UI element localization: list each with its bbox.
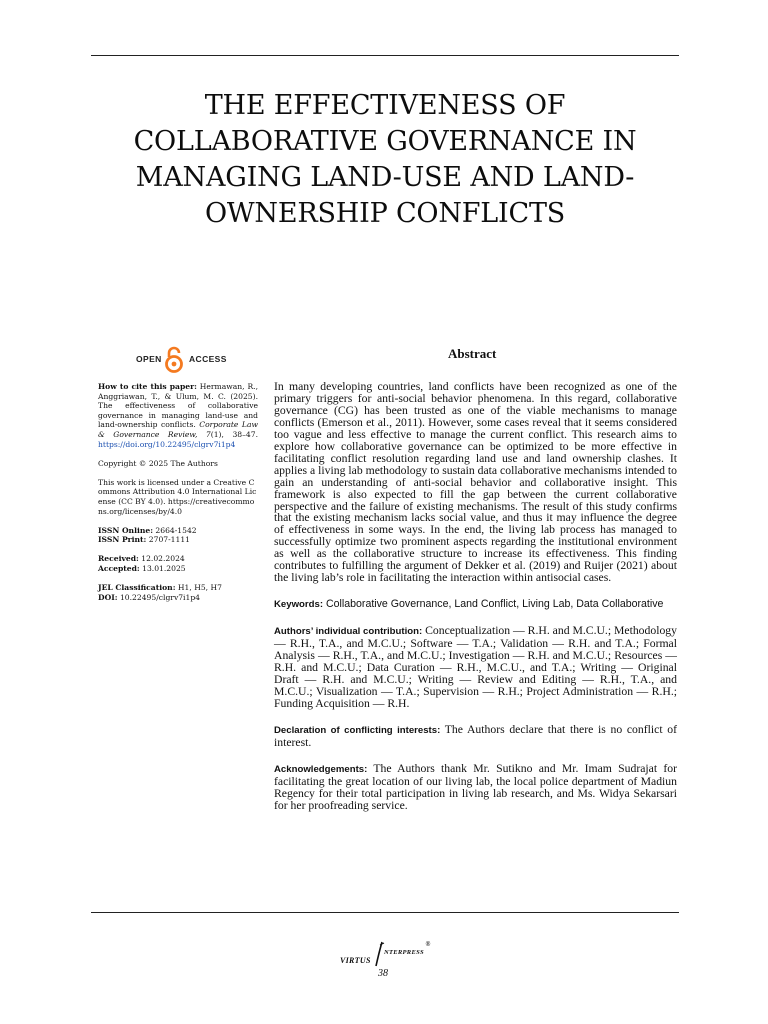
contributions-label: Authors’ individual contribution: — [274, 626, 423, 638]
jel-label: JEL Classification: — [98, 583, 176, 592]
keywords-block — [274, 598, 677, 611]
license-text: This work is licensed under a Creative Commons Attribution 4.0 International License (CC BY 4.0). https://creativecommons.org/licenses/by/4.0 — [98, 477, 257, 516]
publisher-right-word: NTERPRESS — [384, 949, 424, 956]
acknowledgements-block — [274, 763, 677, 812]
citation — [98, 382, 258, 449]
doi-label: DOI: — [98, 592, 118, 602]
issn-print-label: ISSN Print: — [98, 535, 147, 545]
publisher-left-word: VIRTUS — [340, 956, 371, 965]
citation-label: How to cite this paper: — [98, 382, 197, 391]
article-info-sidebar — [98, 382, 258, 612]
registered-mark: ® — [425, 941, 431, 948]
acknowledgements-label: Acknowledgements: — [274, 763, 368, 775]
abstract-column — [274, 381, 677, 812]
conflicts-label: Declaration of conflicting interests: — [274, 724, 441, 736]
citation-text: Hermawan, R., Anggriawan, T., & Ulum, M. C. (2025). The effectiveness of collaborative governance in managing land-use and land-ownership conflicts. — [98, 382, 258, 430]
keywords-label: Keywords: — [274, 599, 324, 611]
jel-value: H1, H5, H7 — [175, 583, 222, 592]
page-number: 38 — [378, 968, 388, 979]
issn-online-value: 2664-1542 — [153, 525, 197, 535]
citation-journal: Corporate Law & Governance Review, 7 — [98, 420, 259, 439]
accepted-label: Accepted: — [98, 563, 140, 573]
bottom-rule — [91, 912, 679, 913]
acknowledgements-text: The Authors thank Mr. Sutikno and Mr. Imam Sudrajat for facilitating the great location of our living lab, the local police department of Madiun Regency for their total participation in living lab research, and Ms. Widya Sekarsari for her proofreading service. — [274, 761, 677, 812]
classification-block — [98, 583, 258, 602]
page-title: THE EFFECTIVENESS OF COLLABORATIVE GOVERNANCE IN MANAGING LAND-USE AND LAND-OWNERSHIP CONFLICTS — [133, 90, 637, 229]
open-access-right-word: ACCESS — [189, 354, 227, 364]
open-access-lock-icon — [164, 346, 184, 374]
conflicts-text: The Authors declare that there is no conflict of interest. — [274, 722, 677, 749]
issn-online-label: ISSN Online: — [98, 525, 153, 535]
abstract-heading: Abstract — [448, 346, 497, 361]
contributions-block — [274, 625, 677, 710]
contributions-text: Conceptualization — R.H. and M.C.U.; Methodology — R.H., T.A., and M.C.U.; Software — T.A.; Validation — R.H. and T.A.; Formal Analysis — R.H., T.A., and M.C.U.; Investigation — R.H. and M.C.U.; Resources — R.H. and M.C.U.; Data Curation — R.H., M.C.U., and T.A.; Writing — Original Draft — R.H. and M.C.U.; Writing — Review and Editing — R.H., T.A., and M.C.U.; Visualization — T.A.; Supervision — R.H.; Project Administration — R.H.; Funding Acquisition — R.H. — [274, 624, 677, 710]
top-rule — [91, 55, 679, 56]
open-access-left-word: OPEN — [136, 354, 162, 364]
open-access-logo — [134, 346, 234, 374]
keywords-text: Collaborative Governance, Land Conflict, Living Lab, Data Collaborative — [323, 598, 664, 611]
issn-block — [98, 526, 258, 545]
received-value: 12.02.2024 — [138, 554, 185, 564]
abstract-body: In many developing countries, land conflicts have been recognized as one of the primary triggers for anti-social behavior phenomena. In this regard, collaborative governance (CG) has been trusted as one of the viable mechanisms to manage conflicts (Emerson et al., 2011). However, some cases reveal that it seems considered too vague and less effective to manage the current conflict. This research aims to explore how collaborative governance can be optimized to be more effective in facilitating conflict resolution regarding land use and land ownership clashes. It applies a living lab methodology to sustain data collaborative mechanisms intended to gain an understanding of anti-social behavior and collaborative insight. This framework is also expected to fill the gap between the current collaborative perspective and the failure of existing mechanisms. The result of this study confirms that the existing mechanism lacks social value, and thus it may influence the degree of effectiveness in some ways. In the end, the living lab process has managed to successfully optimize two prominent aspects regarding the institutional environment as well as the collaborative structure to increase its effectiveness. This finding contributes to fulfilling the argument of Dekker et al. (2019) and Ruijer (2021) about the living lab’s role in facilitating the interaction within antisocial cases. — [274, 380, 677, 585]
received-label: Received: — [98, 554, 139, 564]
copyright: Copyright © 2025 The Authors — [98, 458, 218, 468]
accepted-value: 13.01.2025 — [139, 563, 186, 573]
citation-doi-link[interactable]: https://doi.org/10.22495/clgrv7i1p4 — [98, 439, 236, 449]
citation-issue: (1), 38–47. — [210, 429, 258, 439]
publisher-logo — [338, 941, 438, 971]
doi-value: 10.22495/clgrv7i1p4 — [117, 592, 201, 602]
issn-print-value: 2707-1111 — [146, 535, 191, 545]
conflicts-block — [274, 724, 677, 749]
dates-block — [98, 554, 258, 573]
